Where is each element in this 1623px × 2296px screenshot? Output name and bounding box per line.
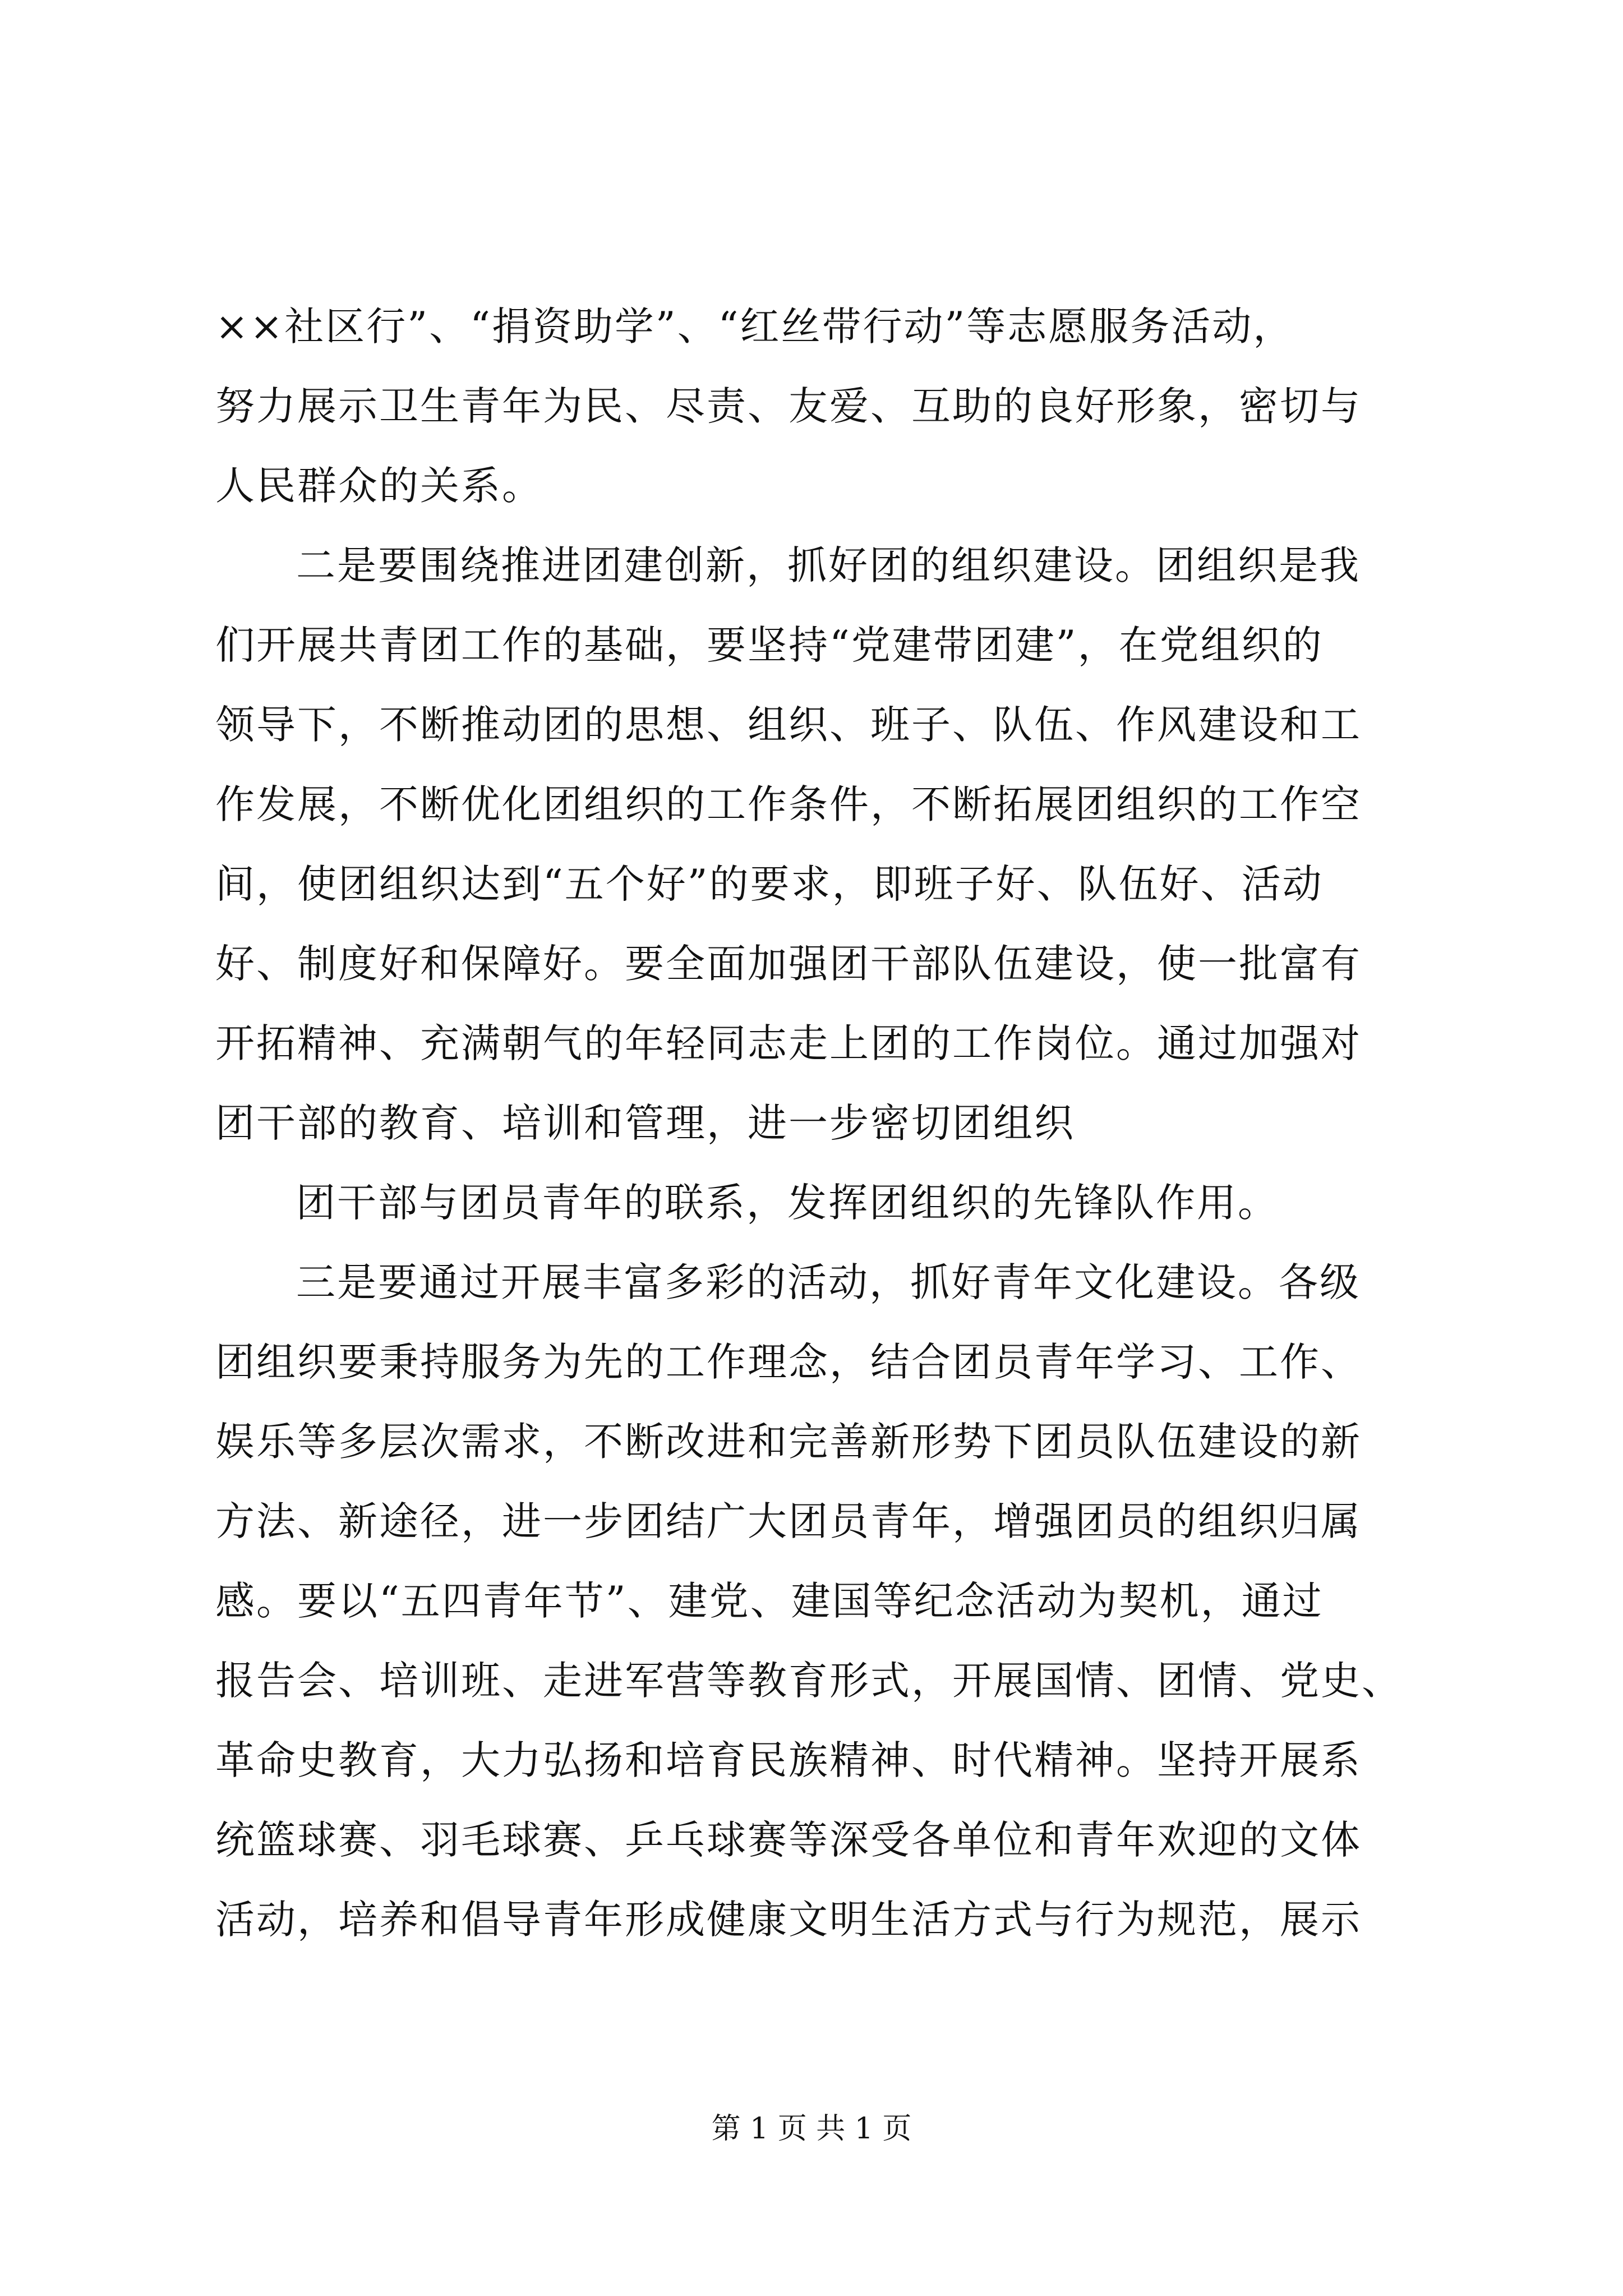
text-line: 方法、新途径，进一步团结广大团员青年，增强团员的组织归属 [215,1498,1362,1544]
text-line: 领导下，不断推动团的思想、组织、班子、队伍、作风建设和工 [215,702,1362,748]
text-line: 革命史教育，大力弘扬和培育民族精神、时代精神。坚持开展系 [215,1737,1362,1783]
text-line: 人民群众的关系。 [215,463,543,509]
page-number-footer: 第 1 页 共 1 页 [711,2112,912,2146]
text-line: 感。要以“五四青年节”、建党、建国等纪念活动为契机，通过 [215,1578,1324,1624]
paragraph-start-line: 三是要通过开展丰富多彩的活动，抓好青年文化建设。各级 [296,1259,1361,1305]
text-line: 娱乐等多层次需求，不断改进和完善新形势下团员队伍建设的新 [215,1419,1362,1465]
text-line: 间，使团组织达到“五个好”的要求，即班子好、队伍好、活动 [215,861,1324,907]
text-line: 活动，培养和倡导青年形成健康文明生活方式与行为规范，展示 [215,1897,1362,1943]
text-line: 好、制度好和保障好。要全面加强团干部队伍建设，使一批富有 [215,941,1362,987]
text-line: 团组织要秉持服务为先的工作理念，结合团员青年学习、工作、 [215,1339,1362,1385]
text-line: 作发展，不断优化团组织的工作条件，不断拓展团组织的工作空 [215,781,1362,827]
text-line: ××社区行”、“捐资助学”、“红丝带行动”等志愿服务活动， [215,303,1294,349]
text-line: 统篮球赛、羽毛球赛、乒乓球赛等深受各单位和青年欢迎的文体 [215,1817,1362,1863]
paragraph-start-line: 二是要围绕推进团建创新，抓好团的组织建设。团组织是我 [296,542,1361,588]
text-line: 开拓精神、充满朝气的年轻同志走上团的工作岗位。通过加强对 [215,1020,1362,1066]
paragraph-start-line: 团干部与团员青年的联系，发挥团组织的先锋队作用。 [296,1180,1279,1226]
text-line: 们开展共青团工作的基础，要坚持“党建带团建”，在党组织的 [215,622,1324,668]
text-line: 报告会、培训班、走进军营等教育形式，开展国情、团情、党史、 [215,1658,1403,1704]
text-line: 努力展示卫生青年为民、尽责、友爱、互助的良好形象，密切与 [215,383,1362,429]
text-line: 团干部的教育、培训和管理，进一步密切团组织 [215,1100,1075,1146]
